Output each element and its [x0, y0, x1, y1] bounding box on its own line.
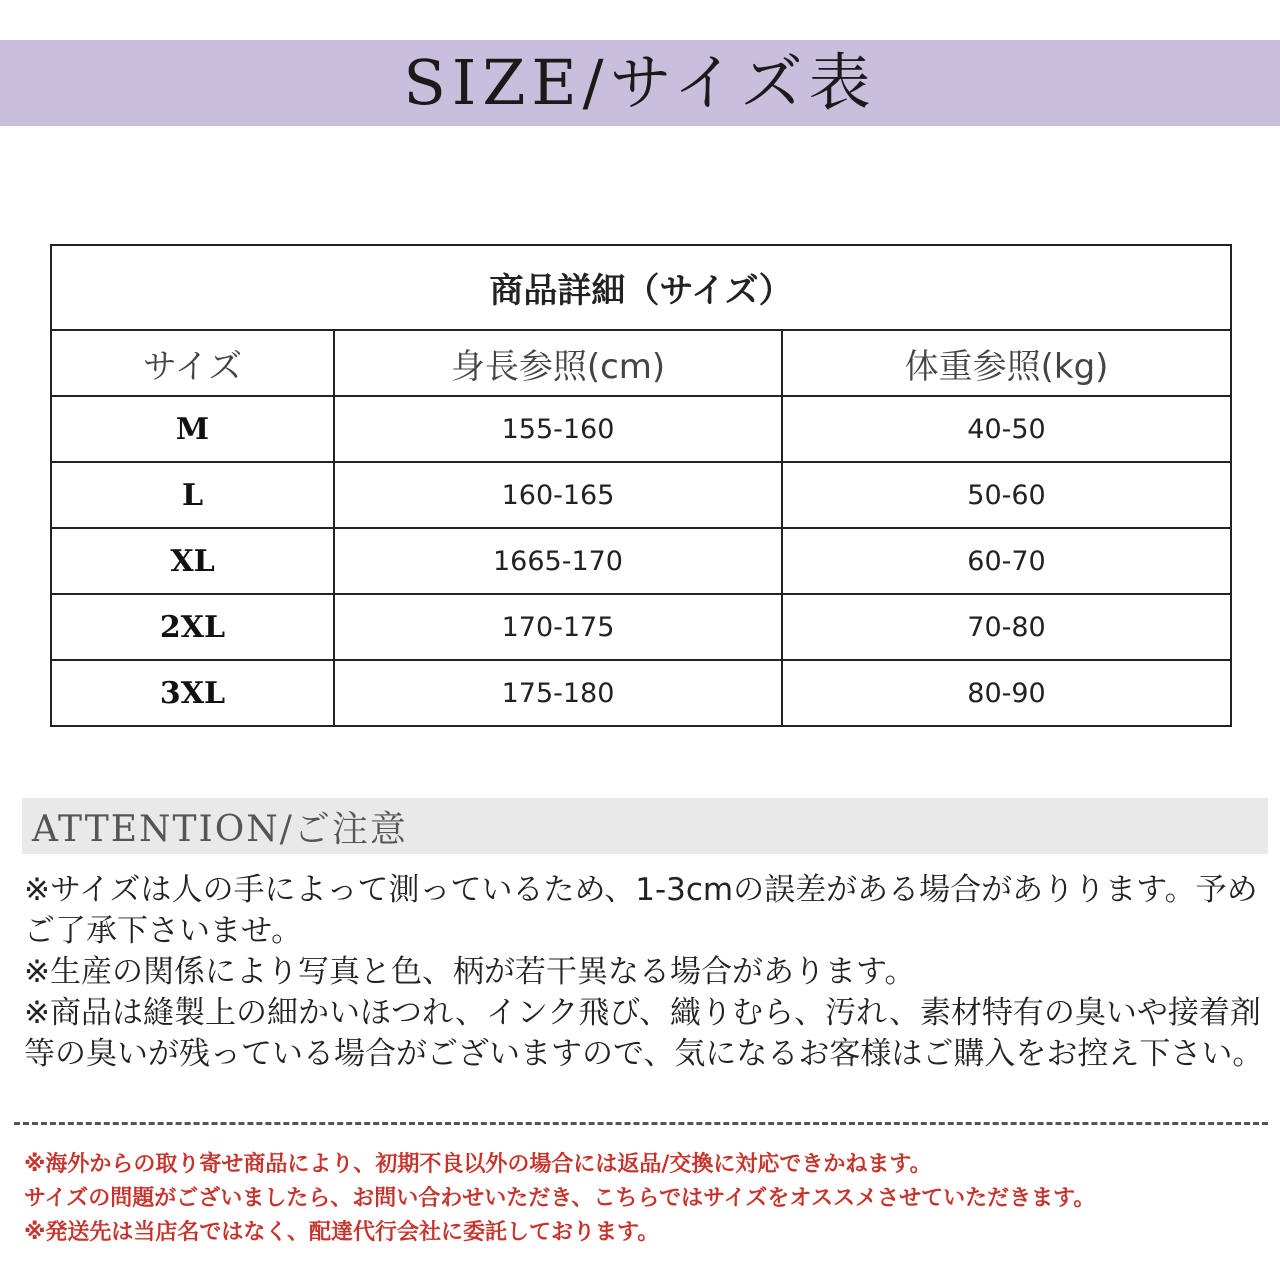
attention-header — [22, 798, 1268, 854]
size-cell: M — [51, 396, 334, 462]
weight-cell: 80-90 — [782, 660, 1231, 726]
note-color: ※生産の関係により写真と色、柄が若干異なる場合があります。 — [24, 954, 916, 990]
header-size: サイズ — [51, 330, 334, 396]
table-row — [51, 594, 1231, 660]
height-cell: 1665-170 — [334, 528, 782, 594]
size-cell: 2XL — [51, 594, 334, 660]
note-shipping: ※発送先は当店名ではなく、配達代行会社に委託しております。 — [24, 1220, 660, 1245]
height-cell: 170-175 — [334, 594, 782, 660]
weight-cell: 60-70 — [782, 528, 1231, 594]
attention-notes — [24, 870, 1264, 1075]
header-weight: 体重参照(kg) — [782, 330, 1231, 396]
note-measurement: ※サイズは人の手によって測っているため、1-3cmの誤差がある場合がありります。予めご了承下さいませ。 — [24, 872, 1258, 949]
note-returns: ※海外からの取り寄せ商品により、初期不良以外の場合には返品/交換に対応できかねます。 — [24, 1152, 932, 1177]
size-cell: L — [51, 462, 334, 528]
header-height: 身長参照(cm) — [334, 330, 782, 396]
weight-cell: 50-60 — [782, 462, 1231, 528]
footer-notes — [24, 1148, 1274, 1250]
note-size-contact: サイズの問題がございましたら、お問い合わせいただき、こちらではサイズをオススメさせていただきます。 — [24, 1186, 1096, 1211]
height-cell: 155-160 — [334, 396, 782, 462]
title-banner — [0, 40, 1280, 126]
table-row — [51, 660, 1231, 726]
table-row — [51, 528, 1231, 594]
size-cell: 3XL — [51, 660, 334, 726]
dashed-divider — [14, 1122, 1268, 1125]
height-cell: 160-165 — [334, 462, 782, 528]
table-caption-row — [51, 245, 1231, 330]
size-cell: XL — [51, 528, 334, 594]
table-row — [51, 462, 1231, 528]
table-header-row — [51, 330, 1231, 396]
table-row — [51, 396, 1231, 462]
weight-cell: 40-50 — [782, 396, 1231, 462]
page-title: SIZE/サイズ表 — [403, 46, 877, 119]
table-caption: 商品詳細（サイズ） — [51, 245, 1231, 330]
size-table — [50, 244, 1232, 727]
note-quality: ※商品は縫製上の細かいほつれ、インク飛び、織りむら、汚れ、素材特有の臭いや接着剤等の臭いが残っている場合がございますので、気になるお客様はご購入をお控え下さい。 — [24, 995, 1264, 1072]
height-cell: 175-180 — [334, 660, 782, 726]
attention-title: ATTENTION/ご注意 — [32, 808, 408, 850]
weight-cell: 70-80 — [782, 594, 1231, 660]
